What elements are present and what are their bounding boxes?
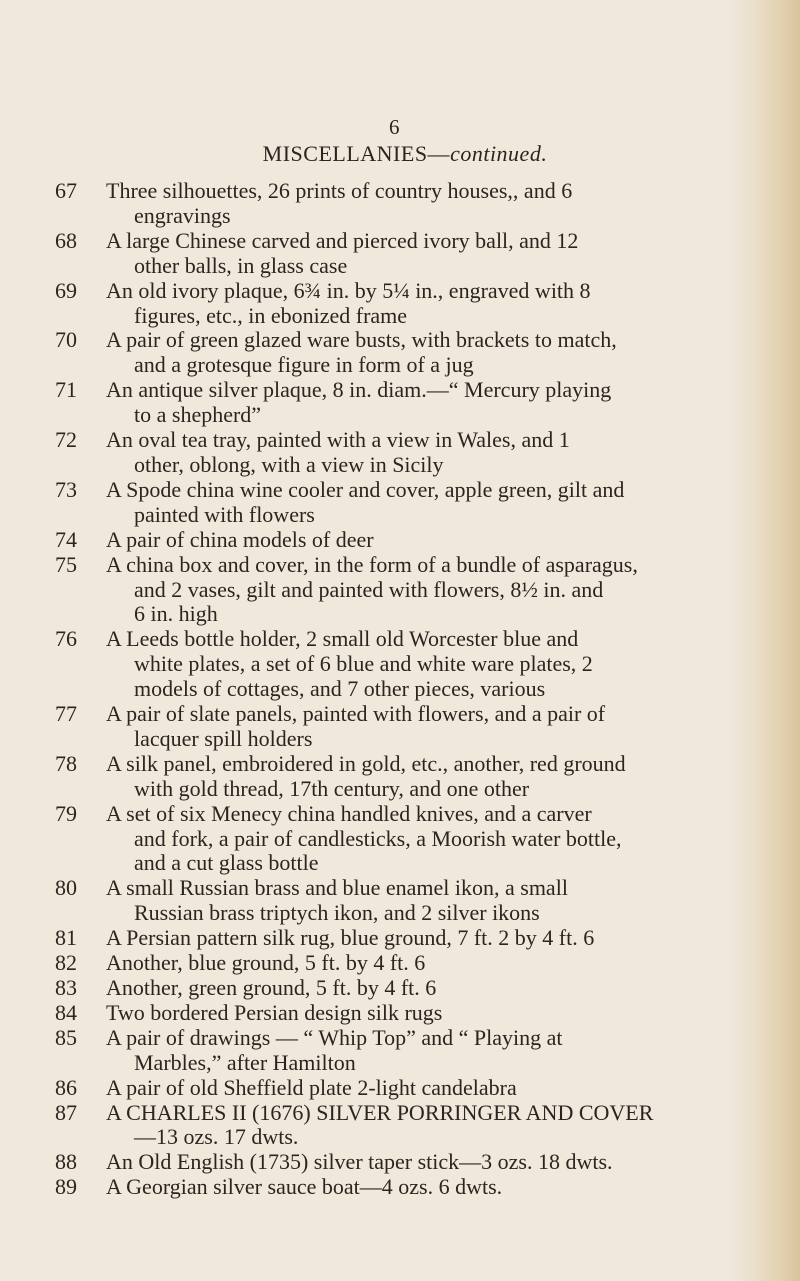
lot-description-line: A small Russian brass and blue enamel ikon, a small bbox=[106, 875, 568, 901]
lot-description-line: A Spode china wine cooler and cover, apple green, gilt and bbox=[106, 476, 625, 502]
lot-description-line: Three silhouettes, 26 prints of country houses,, and 6 bbox=[106, 178, 573, 203]
lot-entry bbox=[0, 926, 800, 951]
lot-entry bbox=[0, 328, 800, 378]
lot-description bbox=[106, 976, 710, 1001]
lot-entry bbox=[0, 279, 800, 329]
lot-entry bbox=[0, 378, 800, 428]
lot-description-line: engravings bbox=[134, 202, 231, 228]
lot-description-line: 6 in. high bbox=[134, 601, 218, 627]
lot-description bbox=[106, 876, 710, 926]
page-number: 6 bbox=[389, 115, 400, 139]
lot-number: 73 bbox=[55, 476, 77, 502]
lot-description-line: A pair of old Sheffield plate 2-light candelabra bbox=[106, 1074, 517, 1100]
lot-entry bbox=[0, 702, 800, 752]
lot-number: 82 bbox=[55, 950, 77, 976]
lot-description bbox=[106, 1001, 710, 1026]
lot-entry bbox=[0, 876, 800, 926]
lot-entry bbox=[0, 179, 800, 229]
lot-description bbox=[106, 1175, 710, 1200]
lot-description-line: A china box and cover, in the form of a bundle of asparagus, bbox=[106, 551, 638, 577]
lot-number: 79 bbox=[55, 800, 77, 826]
lot-number: 70 bbox=[55, 327, 77, 353]
lot-description bbox=[106, 1101, 710, 1151]
lot-description-line: Marbles,” after Hamilton bbox=[134, 1049, 356, 1075]
lot-description bbox=[106, 802, 710, 877]
lot-description bbox=[106, 1026, 710, 1076]
lot-description-line: A Persian pattern silk rug, blue ground, 7 ft. 2 by 4 ft. 6 bbox=[106, 925, 595, 951]
lot-number: 75 bbox=[55, 551, 77, 577]
lot-description bbox=[106, 378, 710, 428]
lot-number: 80 bbox=[55, 875, 77, 901]
lot-number: 83 bbox=[55, 975, 77, 1000]
lot-description bbox=[106, 752, 710, 802]
lot-description bbox=[106, 1150, 710, 1175]
lot-description bbox=[106, 926, 710, 951]
lot-description-line: models of cottages, and 7 other pieces, various bbox=[134, 676, 546, 702]
lot-description-line: and a cut glass bottle bbox=[134, 850, 319, 876]
lot-description-line: A pair of drawings — “ Whip Top” and “ Playing at bbox=[106, 1024, 563, 1050]
lot-entry bbox=[0, 1026, 800, 1076]
lot-entry bbox=[0, 428, 800, 478]
lot-number: 67 bbox=[55, 178, 77, 203]
lot-description-line: A CHARLES II (1676) SILVER PORRINGER AND COVER bbox=[106, 1099, 654, 1125]
lot-entry bbox=[0, 528, 800, 553]
lot-entry bbox=[0, 802, 800, 877]
lot-description-line: other, oblong, with a view in Sicily bbox=[134, 451, 444, 477]
lot-number: 68 bbox=[55, 227, 77, 253]
lot-description-line: A large Chinese carved and pierced ivory ball, and 12 bbox=[106, 227, 579, 253]
lot-number: 71 bbox=[55, 377, 77, 403]
lot-entry bbox=[0, 976, 800, 1001]
lot-description bbox=[106, 528, 710, 553]
lot-description-line: Russian brass triptych ikon, and 2 silver ikons bbox=[134, 900, 540, 926]
lot-entry bbox=[0, 229, 800, 279]
lot-entry bbox=[0, 1001, 800, 1026]
lot-entry bbox=[0, 1175, 800, 1200]
lot-description-line: with gold thread, 17th century, and one other bbox=[134, 775, 530, 801]
lot-description bbox=[106, 428, 710, 478]
lot-description-line: A pair of green glazed ware busts, with brackets to match, bbox=[106, 327, 617, 353]
lot-number: 86 bbox=[55, 1074, 77, 1100]
lot-number: 89 bbox=[55, 1174, 77, 1200]
lot-description-line: A Leeds bottle holder, 2 small old Worcester blue and bbox=[106, 626, 579, 652]
lot-description-line: to a shepherd” bbox=[134, 402, 262, 428]
lot-number: 69 bbox=[55, 277, 77, 303]
lot-number: 88 bbox=[55, 1149, 77, 1175]
lot-entry bbox=[0, 1076, 800, 1101]
lot-description-line: white plates, a set of 6 blue and white ware plates, 2 bbox=[134, 651, 593, 677]
lot-description-line: A set of six Menecy china handled knives, and a carver bbox=[106, 800, 592, 826]
lot-description-line: other balls, in glass case bbox=[134, 252, 348, 278]
lot-description-line: An Old English (1735) silver taper stick—3 ozs. 18 dwts. bbox=[106, 1149, 613, 1175]
lot-number: 84 bbox=[55, 999, 77, 1025]
lot-description-line: Two bordered Persian design silk rugs bbox=[106, 999, 443, 1025]
lot-number: 76 bbox=[55, 626, 77, 652]
section-heading bbox=[105, 141, 705, 167]
lot-description bbox=[106, 229, 710, 279]
lot-description-line: figures, etc., in ebonized frame bbox=[134, 302, 408, 328]
lot-description-line: lacquer spill holders bbox=[134, 725, 313, 751]
lot-number: 85 bbox=[55, 1024, 77, 1050]
lot-entry bbox=[0, 951, 800, 976]
lot-description-line: and 2 vases, gilt and painted with flowers, 8½ in. and bbox=[134, 576, 604, 602]
lot-description bbox=[106, 951, 710, 976]
lot-description bbox=[106, 328, 710, 378]
lot-entry bbox=[0, 752, 800, 802]
lot-description-line: and a grotesque figure in form of a jug bbox=[134, 352, 474, 378]
lot-description-line: Another, green ground, 5 ft. by 4 ft. 6 bbox=[106, 975, 437, 1000]
lot-description bbox=[106, 553, 710, 628]
lot-description-line: An oval tea tray, painted with a view in Wales, and 1 bbox=[106, 427, 570, 453]
lot-list bbox=[0, 179, 800, 1200]
lot-number: 74 bbox=[55, 526, 77, 552]
lot-description-line: A Georgian silver sauce boat—4 ozs. 6 dwts. bbox=[106, 1174, 503, 1200]
lot-number: 87 bbox=[55, 1099, 77, 1125]
lot-entry bbox=[0, 1101, 800, 1151]
lot-description bbox=[106, 1076, 710, 1101]
lot-entry bbox=[0, 1150, 800, 1175]
lot-description-line: painted with flowers bbox=[134, 501, 315, 527]
lot-description bbox=[106, 478, 710, 528]
lot-description-line: A silk panel, embroidered in gold, etc., another, red ground bbox=[106, 750, 626, 776]
section-heading-main: MISCELLANIES— bbox=[262, 141, 451, 166]
lot-number: 78 bbox=[55, 750, 77, 776]
lot-entry bbox=[0, 553, 800, 628]
lot-description-line: A pair of slate panels, painted with flowers, and a pair of bbox=[106, 701, 606, 727]
lot-number: 72 bbox=[55, 427, 77, 453]
lot-description-line: and fork, a pair of candlesticks, a Moorish water bottle, bbox=[134, 825, 622, 851]
lot-entry bbox=[0, 478, 800, 528]
lot-description-line: An old ivory plaque, 6¾ in. by 5¼ in., engraved with 8 bbox=[106, 277, 591, 303]
lot-description-line: A pair of china models of deer bbox=[106, 526, 374, 552]
lot-number: 77 bbox=[55, 701, 77, 727]
lot-description bbox=[106, 179, 710, 229]
lot-number: 81 bbox=[55, 925, 77, 951]
lot-description bbox=[106, 702, 710, 752]
lot-description-line: —13 ozs. 17 dwts. bbox=[134, 1124, 299, 1150]
section-heading-italic: continued. bbox=[450, 141, 548, 166]
lot-description-line: Another, blue ground, 5 ft. by 4 ft. 6 bbox=[106, 950, 426, 976]
lot-description bbox=[106, 627, 710, 702]
lot-description-line: An antique silver plaque, 8 in. diam.—“ Mercury playing bbox=[106, 377, 612, 403]
lot-entry bbox=[0, 627, 800, 702]
lot-description bbox=[106, 279, 710, 329]
